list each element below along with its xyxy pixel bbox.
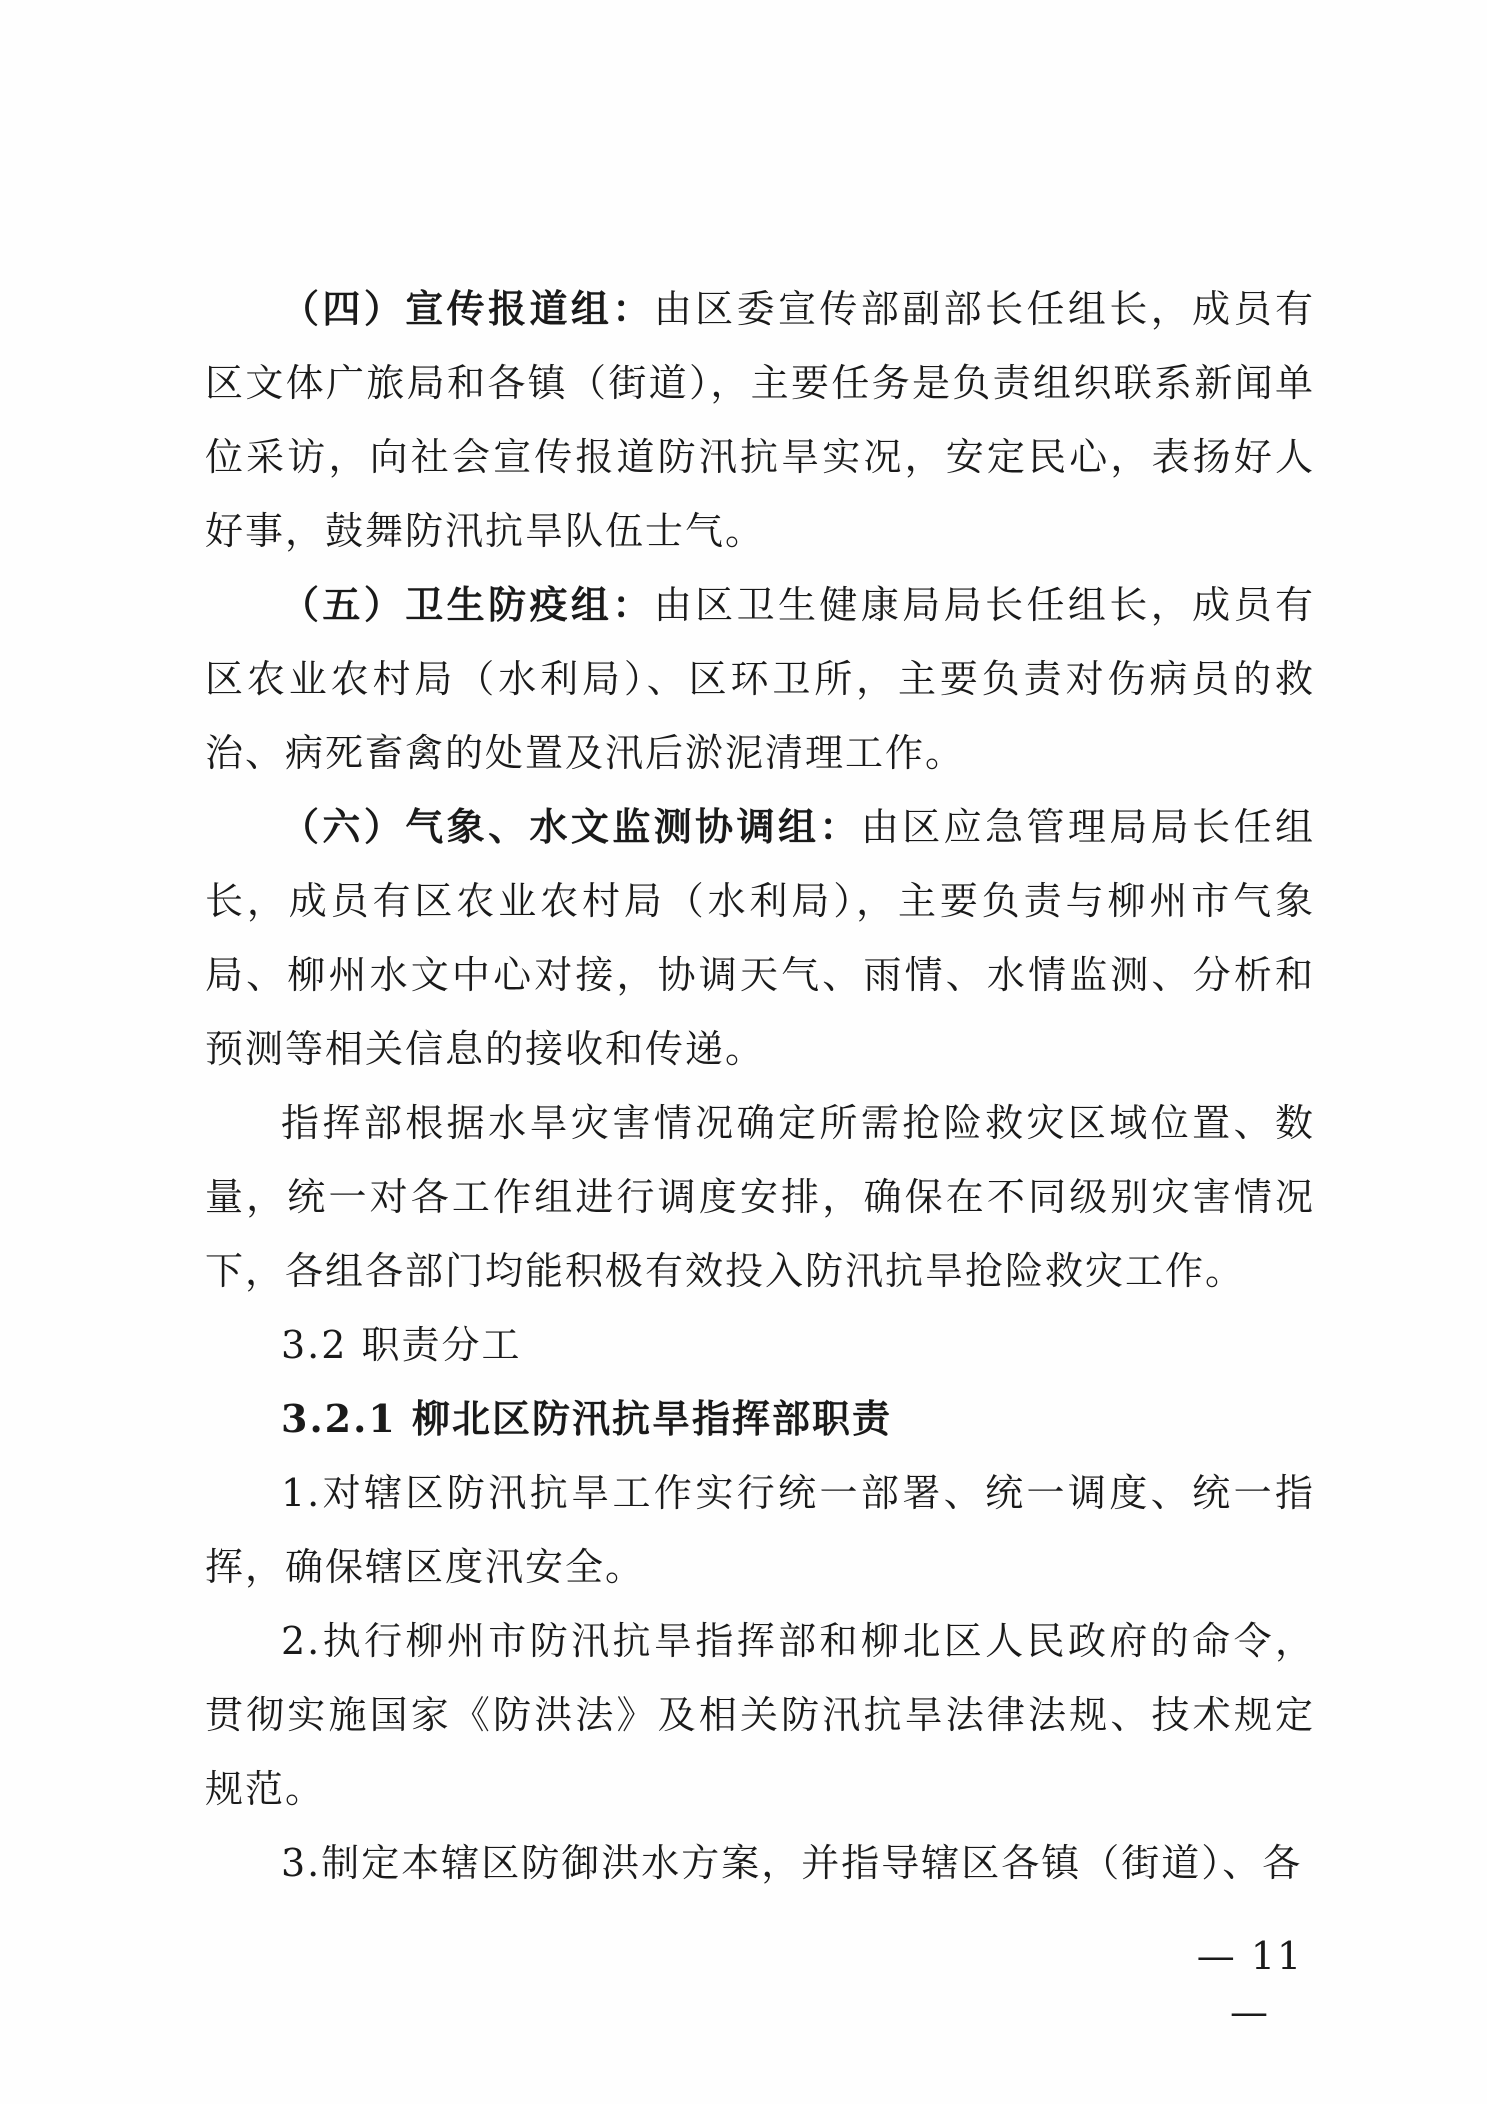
- paragraph-publicity-group: [205, 272, 1315, 568]
- duty-item: 1.对辖区防汛抗旱工作实行统一部署、统一调度、统一指挥，确保辖区度汛安全。: [205, 1471, 1315, 1589]
- paragraph-heading: （六）气象、水文监测协调组：: [281, 804, 861, 849]
- paragraph-text: 由区应急管理局局长任组长，成员有区农业农村局（水利局），主要负责与柳州市气象局、柳州水文中心对接，协调天气、雨情、水情监测、分析和预测等相关信息的接收和传递。: [205, 805, 1315, 1071]
- page-body: [205, 272, 1315, 1900]
- page-number: — 11 —: [1196, 1934, 1304, 2034]
- paragraph-text: 由区委宣传部副部长任组长，成员有区文体广旅局和各镇（街道），主要任务是负责组织联系新闻单位采访，向社会宣传报道防汛抗旱实况，安定民心，表扬好人好事，鼓舞防汛抗旱队伍士气。: [205, 287, 1315, 553]
- paragraph-text: 指挥部根据水旱灾害情况确定所需抢险救灾区域位置、数量，统一对各工作组进行调度安排，确保在不同级别灾害情况下，各组各部门均能积极有效投入防汛抗旱抢险救灾工作。: [205, 1101, 1315, 1293]
- paragraph-weather-group: [205, 790, 1315, 1086]
- duty-item: 2.执行柳州市防汛抗旱指挥部和柳北区人民政府的命令，贯彻实施国家《防洪法》及相关防汛抗旱法律法规、技术规定规范。: [205, 1619, 1315, 1811]
- paragraph-heading: （四）宣传报道组：: [281, 286, 654, 331]
- paragraph-text: 由区卫生健康局局长任组长，成员有区农业农村局（水利局）、区环卫所，主要负责对伤病员的救治、病死畜禽的处置及汛后淤泥清理工作。: [205, 583, 1315, 775]
- paragraph-heading: （五）卫生防疫组：: [281, 582, 654, 627]
- paragraph-health-group: [205, 568, 1315, 790]
- paragraph-command-dispatch: [205, 1086, 1315, 1308]
- section-heading: 3.2 职责分工: [281, 1323, 522, 1367]
- duty-item: 3.制定本辖区防御洪水方案，并指导辖区各镇（街道）、各: [281, 1841, 1303, 1885]
- subsection-heading: 3.2.1 柳北区防汛抗旱指挥部职责: [281, 1396, 893, 1441]
